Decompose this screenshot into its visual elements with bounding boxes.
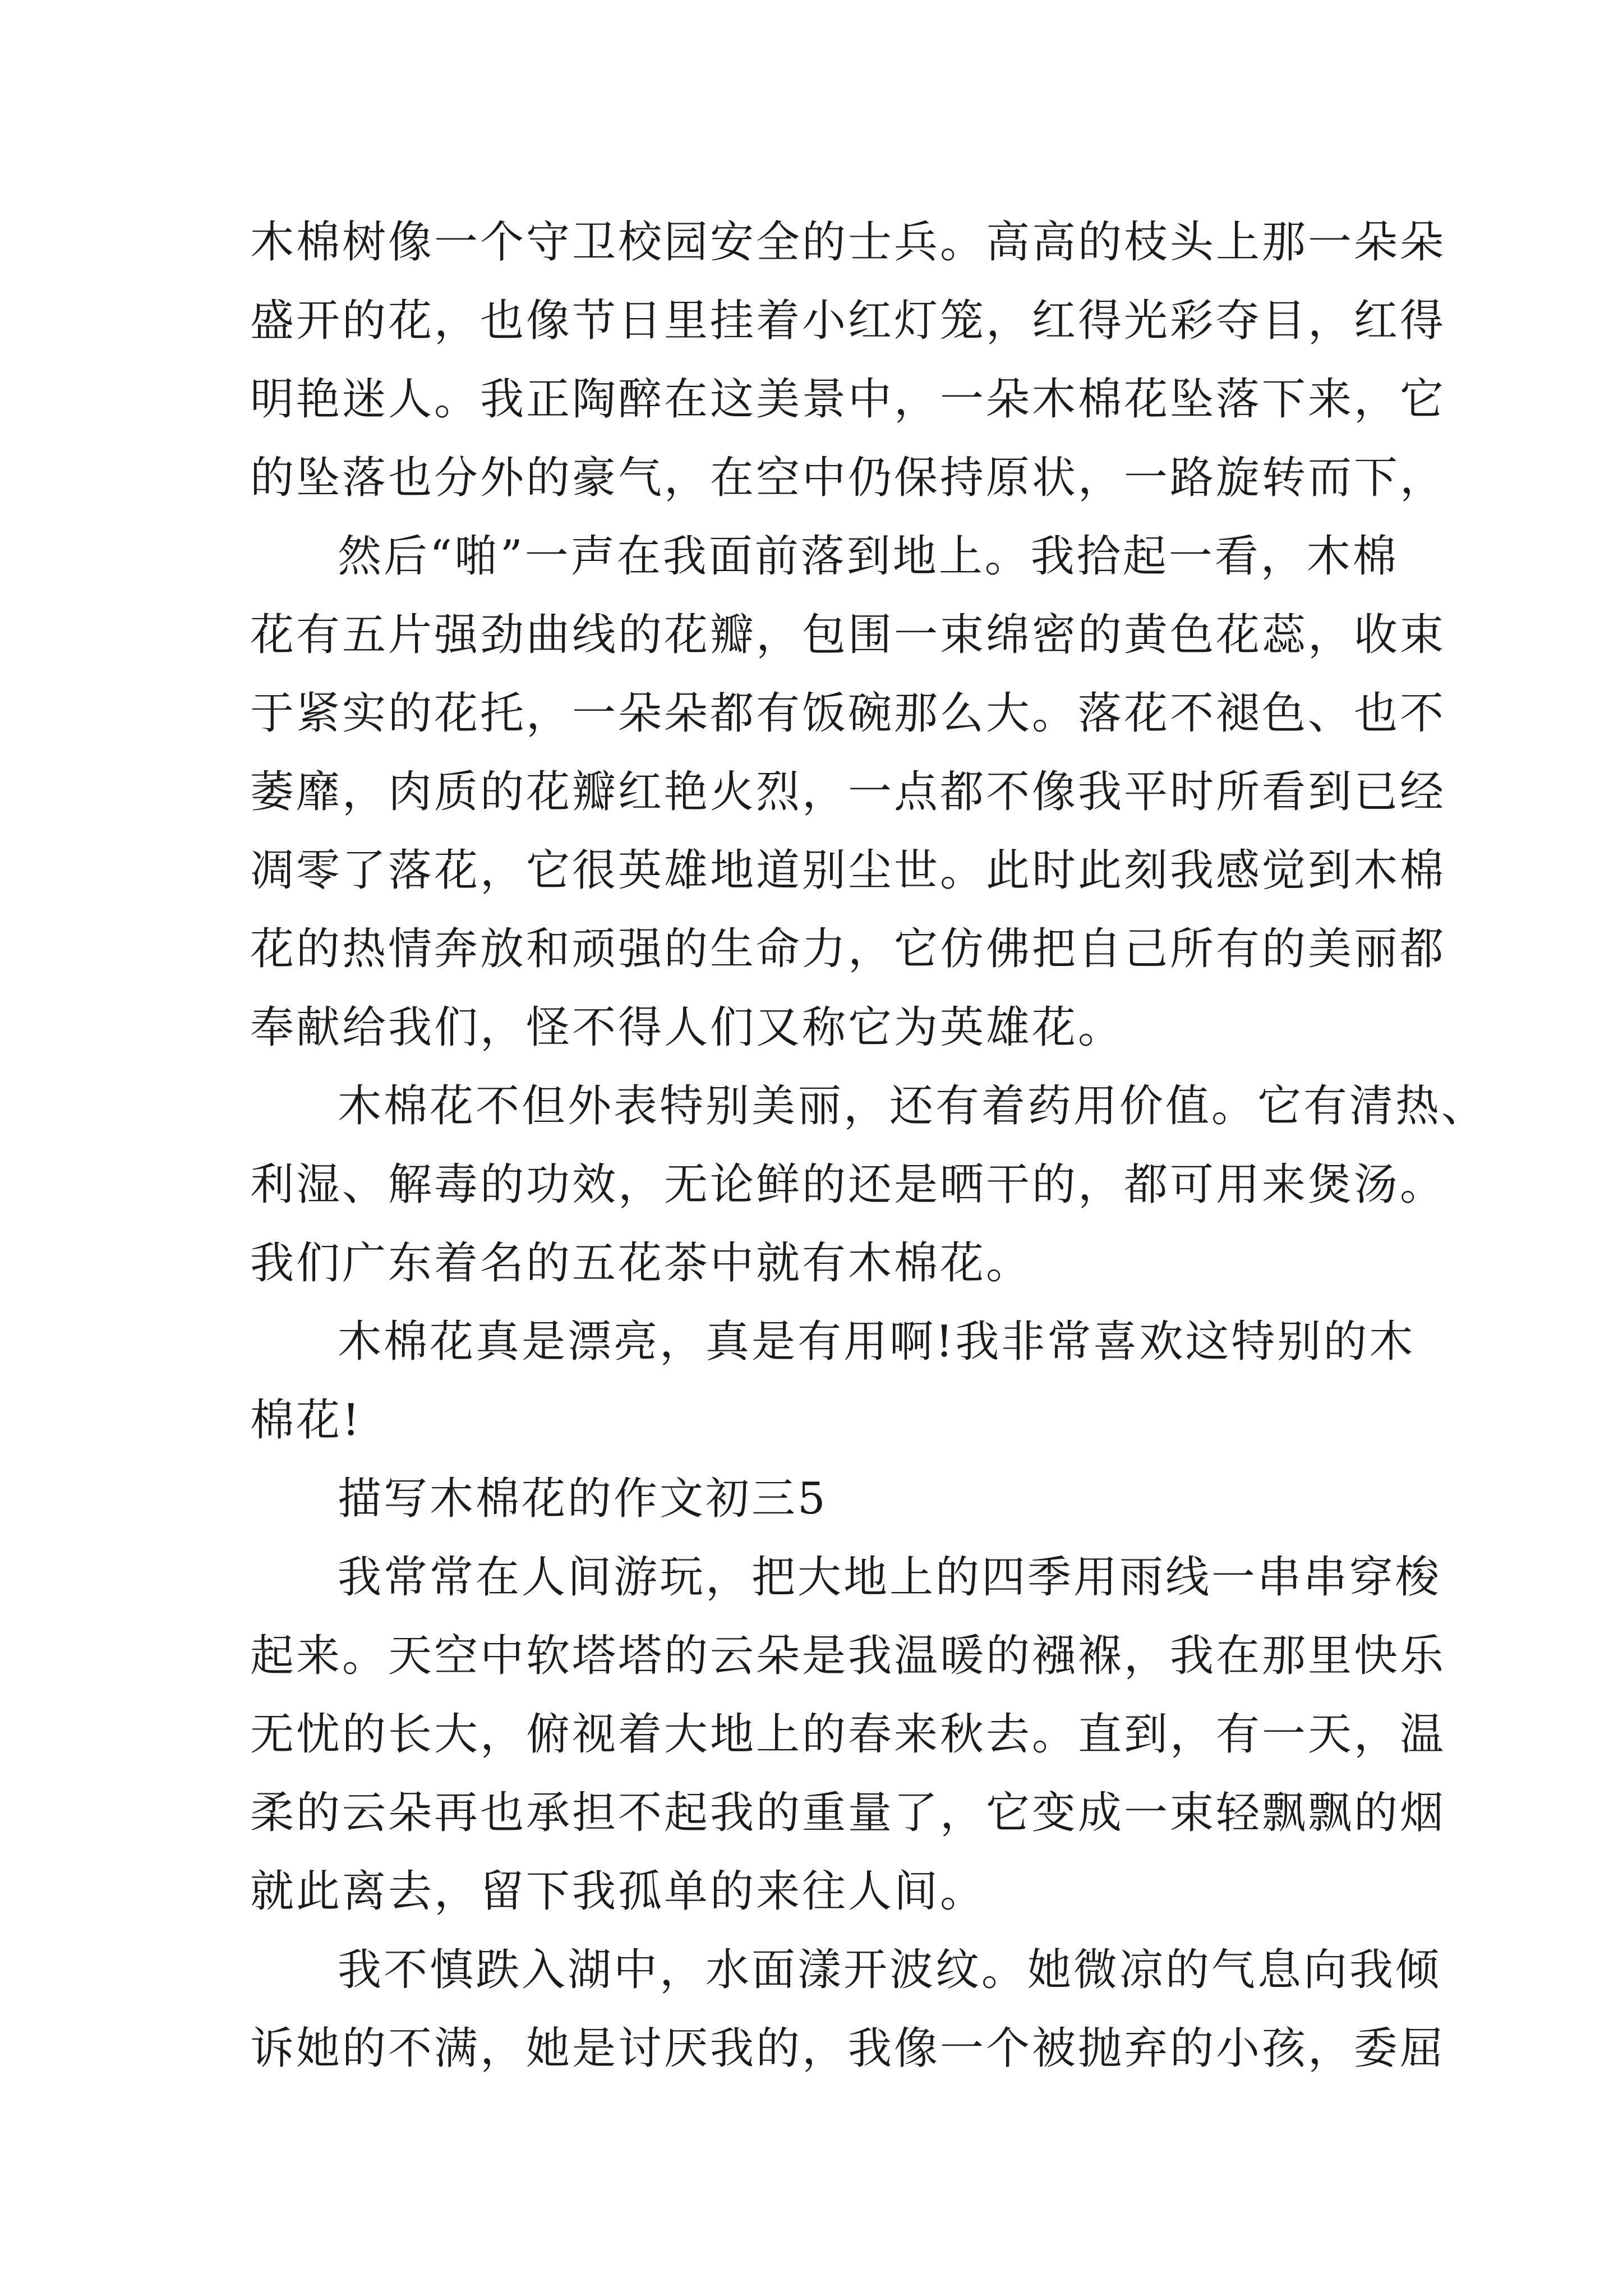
text-line: 木棉花真是漂亮，真是有用啊!我非常喜欢这特别的木: [338, 1317, 1415, 1367]
text-line: 木棉树像一个守卫校园安全的士兵。高高的枝头上那一朵朵: [250, 217, 1446, 268]
text-line: 花的热情奔放和顽强的生命力，它仿佛把自己所有的美丽都: [250, 924, 1446, 974]
text-line: 柔的云朵再也承担不起我的重量了，它变成一束轻飘飘的烟: [250, 1788, 1446, 1838]
paragraph: [250, 1067, 1488, 1303]
text-line: 利湿、解毒的功效，无论鲜的还是晒干的，都可用来煲汤。: [250, 1159, 1446, 1210]
text-line: 木棉花不但外表特别美丽，还有着药用价值。它有清热、: [338, 1081, 1488, 1131]
text-line: 盛开的花，也像节日里挂着小红灯笼，红得光彩夺目，红得: [250, 296, 1446, 346]
text-line: 我们广东着名的五花茶中就有木棉花。: [250, 1238, 1032, 1289]
paragraph: [250, 517, 1446, 1067]
text-line: 我不慎跌入湖中，水面漾开波纹。她微凉的气息向我倾: [338, 1945, 1442, 1995]
text-line: 无忧的长大，俯视着大地上的春来秋去。直到，有一天，温: [250, 1709, 1446, 1760]
text-line: 起来。天空中软塔塔的云朵是我温暖的襁褓，我在那里快乐: [250, 1631, 1446, 1681]
text-line: 于紧实的花托，一朵朵都有饭碗那么大。落花不褪色、也不: [250, 688, 1446, 739]
paragraph: [250, 203, 1446, 517]
text-line: 奉献给我们，怪不得人们又称它为英雄花。: [250, 1002, 1124, 1053]
text-line: 诉她的不满，她是讨厌我的，我像一个被抛弃的小孩，委屈: [250, 2023, 1446, 2074]
text-line: 萎靡，肉质的花瓣红艳火烈，一点都不像我平时所看到已经: [250, 767, 1446, 817]
text-line: 的坠落也分外的豪气，在空中仍保持原状，一路旋转而下，: [250, 453, 1446, 503]
text-line: 明艳迷人。我正陶醉在这美景中，一朵木棉花坠落下来，它: [250, 374, 1446, 425]
paragraph: [250, 1931, 1446, 2088]
document-body: [250, 203, 1488, 2088]
paragraph: [250, 1303, 1415, 1460]
text-line: 花有五片强劲曲线的花瓣，包围一束绵密的黄色花蕊，收束: [250, 610, 1446, 660]
text-line: 就此离去，留下我孤单的来往人间。: [250, 1866, 986, 1917]
paragraph: [250, 1538, 1446, 1931]
text-line: 然后“啪”一声在我面前落到地上。我拾起一看，木棉: [338, 531, 1399, 582]
text-line: 凋零了落花，它很英雄地道别尘世。此时此刻我感觉到木棉: [250, 845, 1446, 896]
text-line: 棉花!: [250, 1395, 362, 1446]
text-line: 我常常在人间游玩，把大地上的四季用雨线一串串穿梭: [338, 1552, 1442, 1603]
section-heading: 描写木棉花的作文初三5: [338, 1474, 828, 1524]
